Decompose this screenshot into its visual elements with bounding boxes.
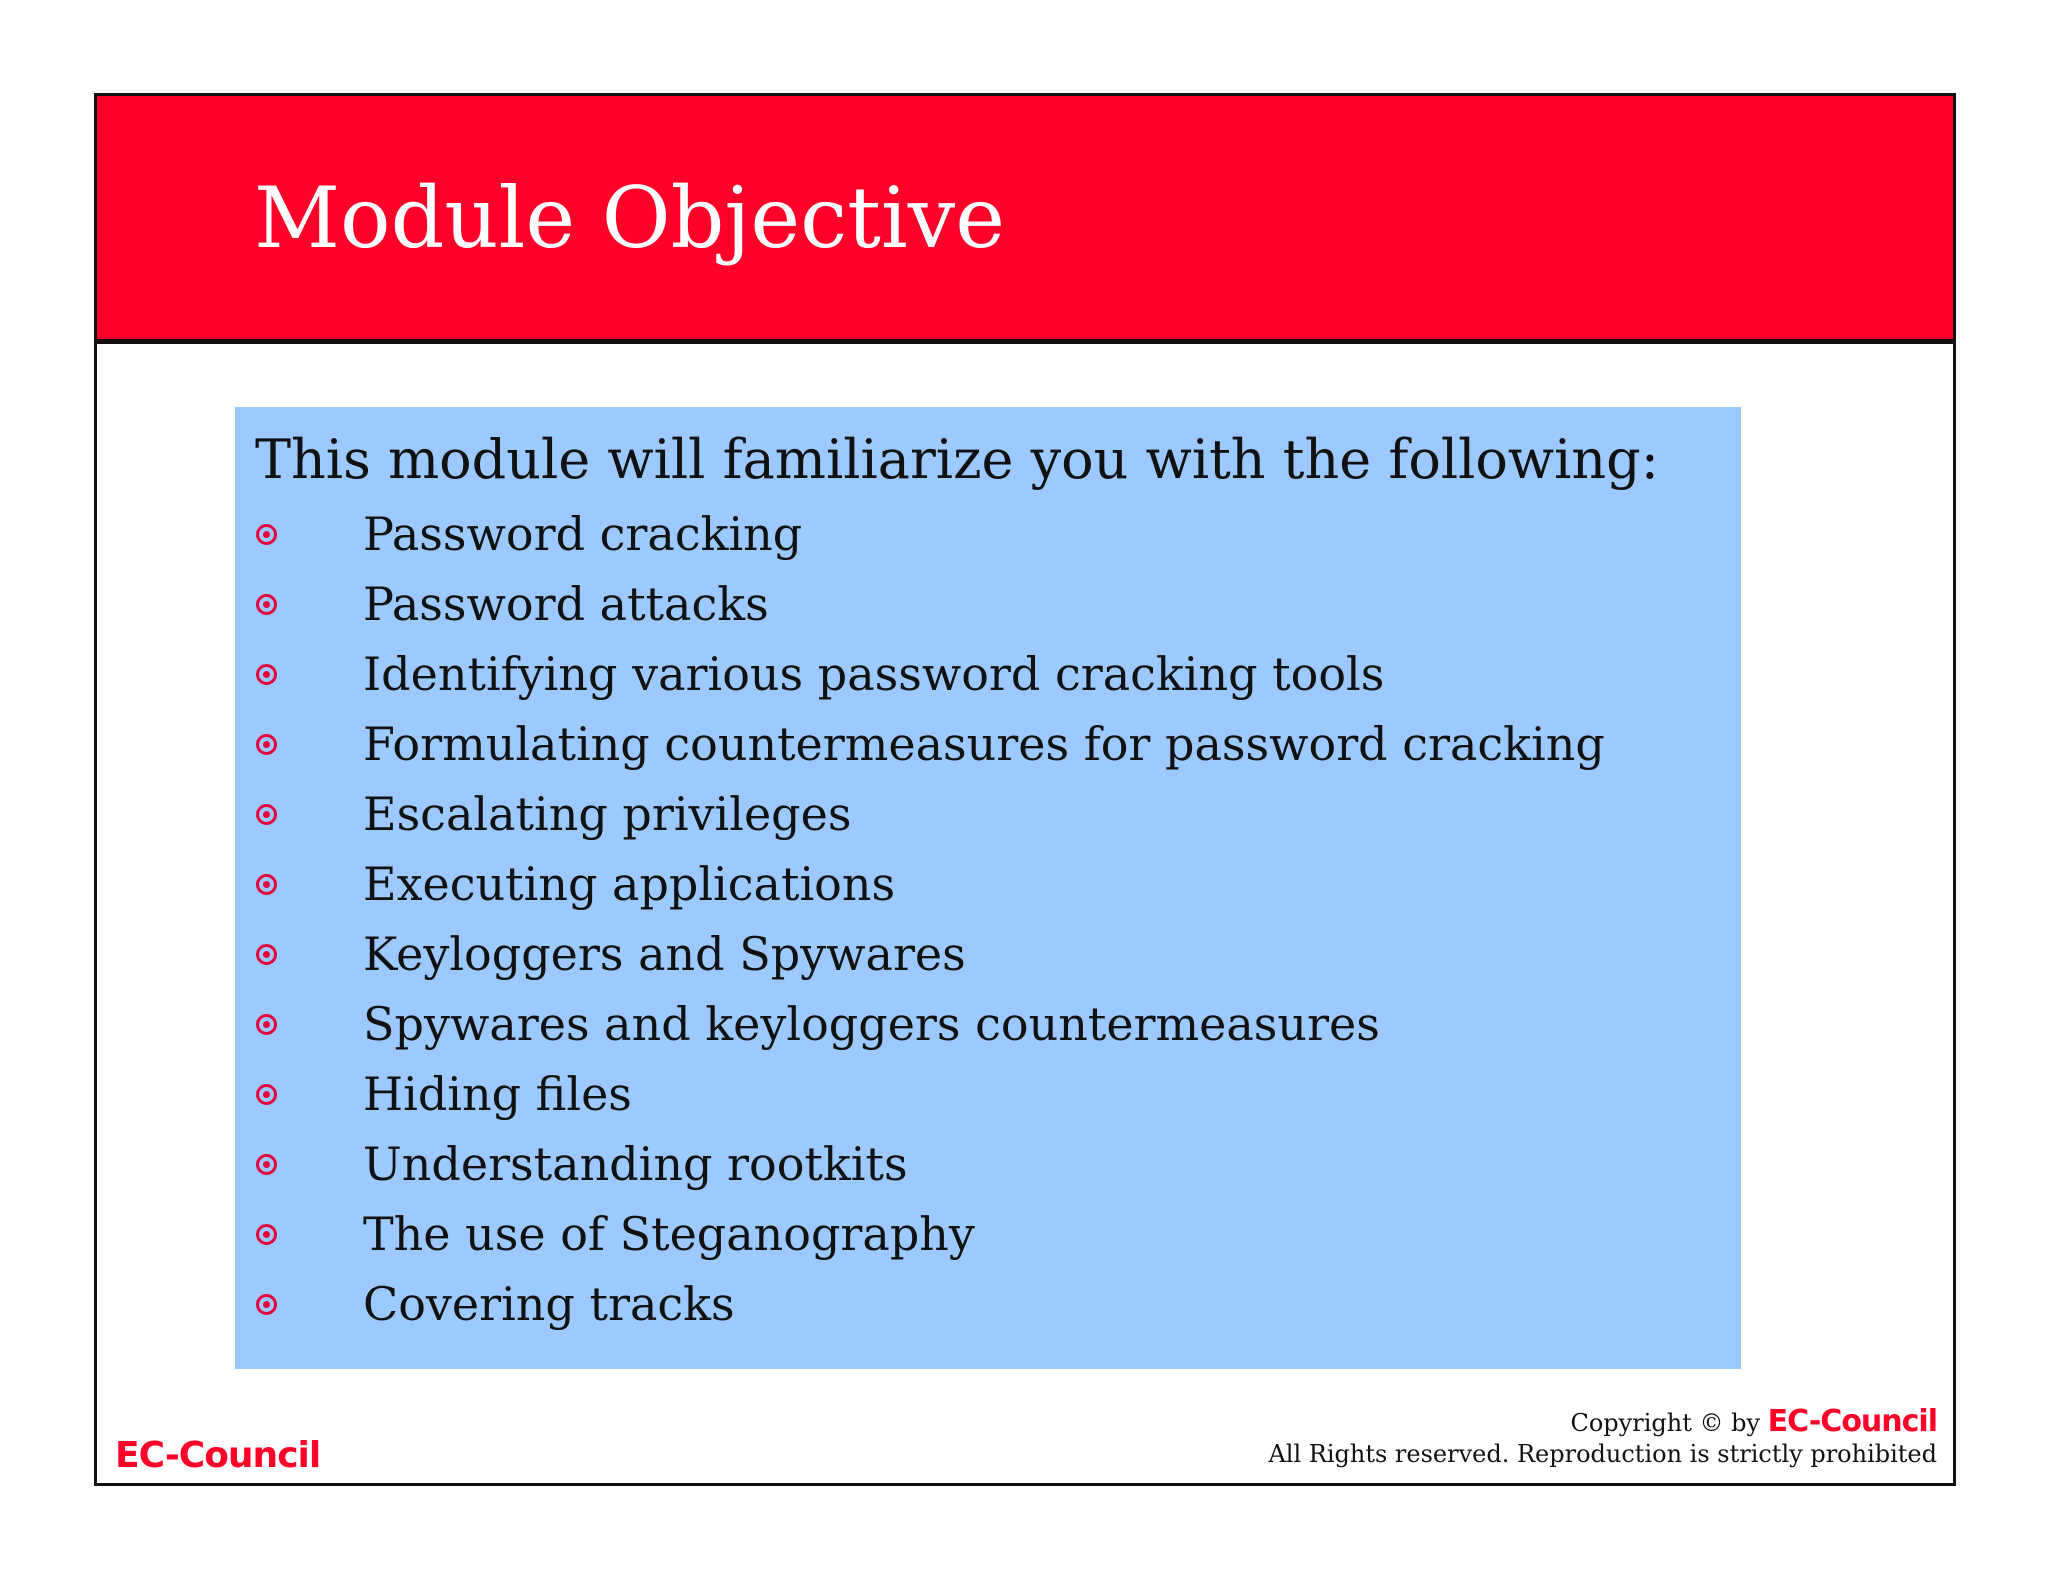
- objective-label: The use of Steganography: [363, 1207, 975, 1261]
- circled-dot-icon: [256, 1224, 277, 1245]
- circled-dot-icon: [256, 944, 277, 965]
- copyright-notice: [1268, 1406, 1937, 1470]
- slide: [94, 93, 1956, 1486]
- objective-label: Escalating privileges: [363, 787, 852, 841]
- objective-label: Hiding files: [363, 1067, 632, 1121]
- objective-item: [253, 709, 1605, 779]
- objective-item: [253, 779, 1605, 849]
- objective-label: Password cracking: [363, 507, 803, 561]
- objective-item: [253, 919, 1605, 989]
- objective-item: [253, 989, 1605, 1059]
- objective-label: Password attacks: [363, 577, 769, 631]
- copyright-prefix: Copyright © by: [1570, 1409, 1761, 1437]
- objective-item: [253, 1059, 1605, 1129]
- objective-item: [253, 639, 1605, 709]
- circled-dot-icon: [256, 594, 277, 615]
- circled-dot-icon: [256, 1014, 277, 1035]
- slide-title: Module Objective: [254, 169, 1005, 267]
- objective-label: Understanding rootkits: [363, 1137, 908, 1191]
- objective-item: [253, 849, 1605, 919]
- objective-item: [253, 499, 1605, 569]
- circled-dot-icon: [256, 804, 277, 825]
- objective-item: [253, 1199, 1605, 1269]
- rights-statement: All Rights reserved. Reproduction is strictly prohibited: [1268, 1440, 1937, 1468]
- copyright-brand: EC-Council: [1767, 1404, 1937, 1439]
- objectives-list: [253, 499, 1605, 1339]
- objective-label: Identifying various password cracking tools: [363, 647, 1385, 701]
- copyright-line: [1268, 1406, 1937, 1439]
- objective-item: [253, 1269, 1605, 1339]
- ec-council-logo: EC-Council: [115, 1435, 321, 1476]
- objective-item: [253, 1129, 1605, 1199]
- objective-label: Keyloggers and Spywares: [363, 927, 966, 981]
- objective-label: Spywares and keyloggers countermeasures: [363, 997, 1380, 1051]
- circled-dot-icon: [256, 1294, 277, 1315]
- circled-dot-icon: [256, 1084, 277, 1105]
- objective-label: Formulating countermeasures for password cracking: [363, 717, 1605, 771]
- circled-dot-icon: [256, 524, 277, 545]
- circled-dot-icon: [256, 1154, 277, 1175]
- circled-dot-icon: [256, 874, 277, 895]
- objective-item: [253, 569, 1605, 639]
- objectives-intro: This module will familiarize you with the following:: [255, 428, 1659, 491]
- objective-label: Executing applications: [363, 857, 896, 911]
- circled-dot-icon: [256, 734, 277, 755]
- objective-label: Covering tracks: [363, 1277, 735, 1331]
- circled-dot-icon: [256, 664, 277, 685]
- title-banner: [97, 96, 1953, 344]
- objectives-panel: [235, 407, 1741, 1369]
